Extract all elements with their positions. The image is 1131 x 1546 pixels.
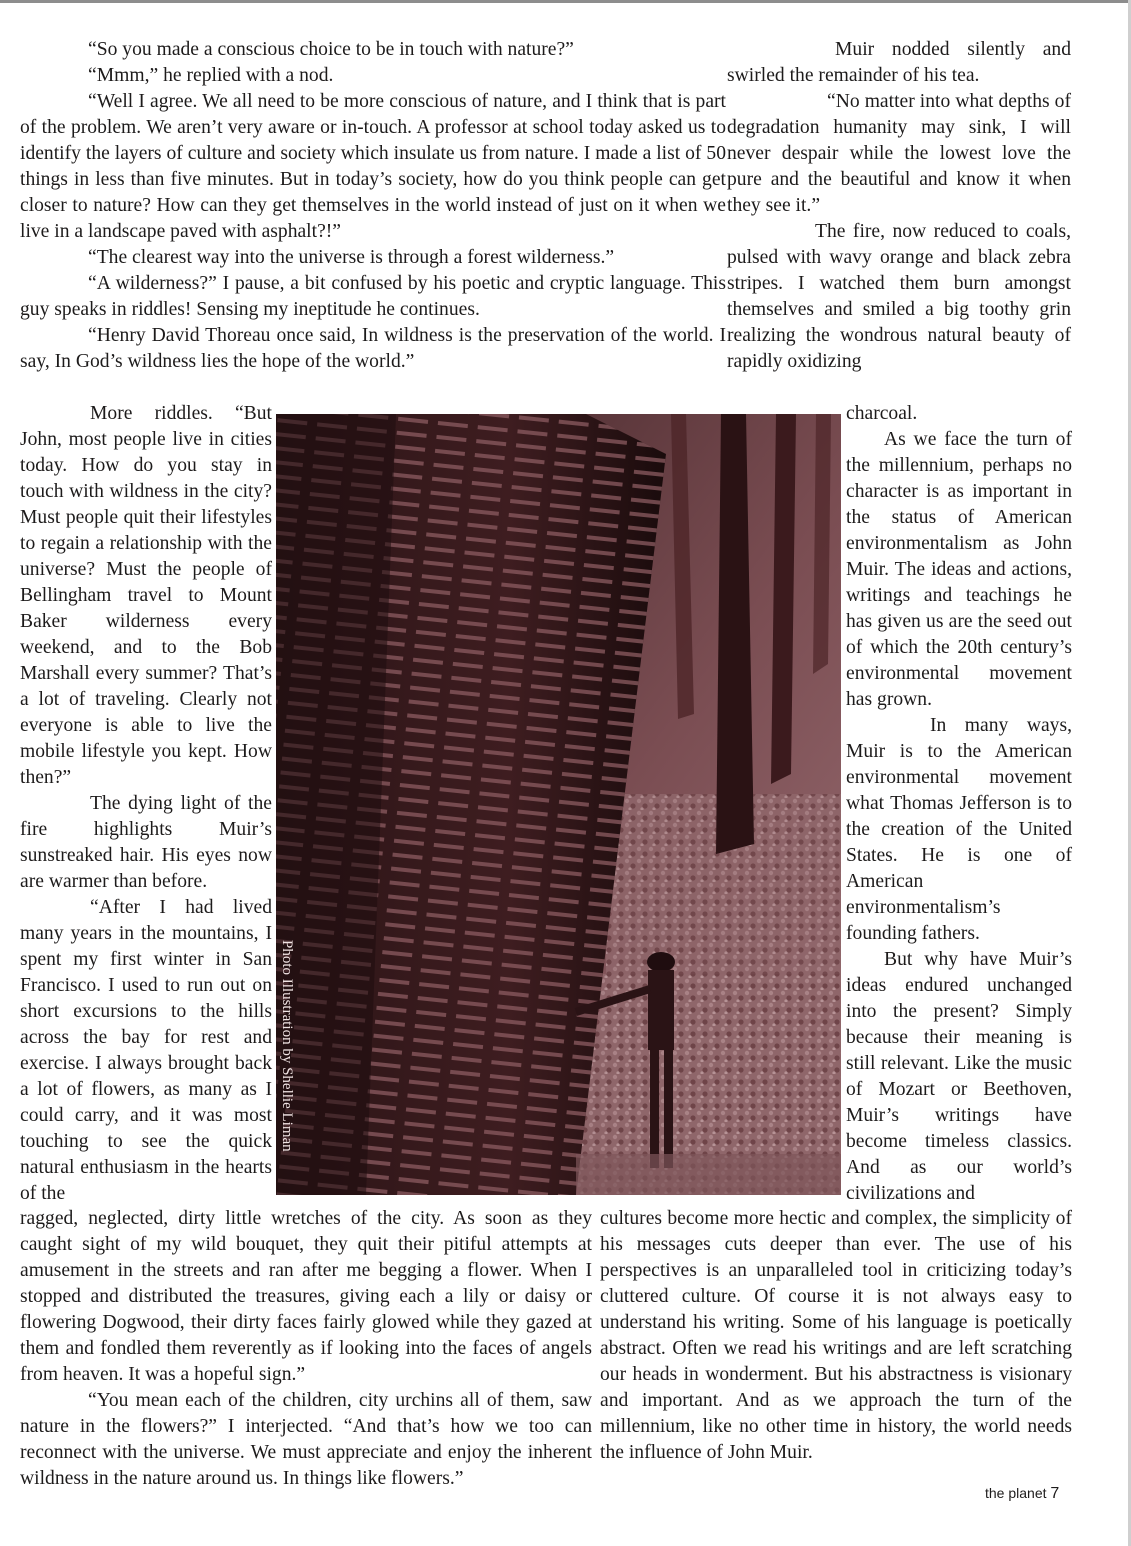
paragraph: charcoal. xyxy=(846,403,918,424)
paragraph: But why have Muir’s ideas endured unchanged into the present? Simply because their meaning is still relevant. Like the music of Mozart or Beethoven, Muir’s writings have become timeless classics. And as our world’s civilizations and xyxy=(846,949,1072,1204)
article-column-top-right xyxy=(727,37,1071,375)
paragraph: “The clearest way into the universe is through a forest wilderness.” xyxy=(88,247,615,268)
paragraph: “Henry David Thoreau once said, In wildness is the preservation of the world. I say, In God’s wildness lies the hope of the world.” xyxy=(20,325,726,372)
paragraph: The fire, now reduced to coals, pulsed with wavy orange and black zebra stripes. I watched them burn amongst themselves and smiled a big toothy grin realizing the wondrous natural beauty of rapidly oxidizing xyxy=(727,221,1071,372)
page-number: 7 xyxy=(1050,1485,1060,1502)
page-footer xyxy=(985,1485,1059,1503)
top-border xyxy=(0,0,1131,3)
article-column-mid-right xyxy=(846,401,1072,1207)
article-column-mid-left xyxy=(20,401,272,1207)
paragraph: “After I had lived many years in the mountains, I spent my first winter in San Francisco. I used to run out on short excursions to the hills across the bay for rest and exercise. I always brought back a lot of flowers, as many as I could carry, and it was most touching to see the quick natural enthusiasm in the hearts of the xyxy=(20,897,272,1204)
paragraph: “Mmm,” he replied with a nod. xyxy=(88,65,334,86)
photo-credit: Photo Illustration by Shellie Liman xyxy=(279,940,295,1152)
photo-illustration xyxy=(276,414,841,1195)
paragraph: “No matter into what depths of degradation humanity may sink, I will never despair while the lowest love the pure and the beautiful and know it when they see it.” xyxy=(727,91,1071,216)
paragraph: Muir nodded silently and swirled the remainder of his tea. xyxy=(727,39,1071,86)
paragraph: ragged, neglected, dirty little wretches of the city. As soon as they caught sight of my wild bouquet, they quit their pitiful attempts at amusement in the streets and ran after me begging a flower. When I stopped and distributed the treasures, giving each a lily or daisy or flowering Dogwood, their dirty faces fairly glowed while they gazed at them and fondled them reverently as if looking into the faces of angels from heaven. It was a hopeful sign.” xyxy=(20,1208,592,1385)
article-column-top-left xyxy=(20,37,726,375)
paragraph: “So you made a conscious choice to be in touch with nature?” xyxy=(88,39,574,60)
photo-illustration-image xyxy=(276,414,841,1195)
paragraph: As we face the turn of the millennium, perhaps no character is as important in the status of American environmentalism as John Muir. The ideas and actions, writings and teachings he has given us are the seed out of which the 20th century’s environmental movement has grown. xyxy=(846,429,1072,710)
publication-name: the planet xyxy=(985,1485,1047,1501)
paragraph: cultures become more hectic and complex, the simplicity of his messages cuts deeper than ever. The use of his perspectives is an unparalleled tool in criticizing today’s cluttered culture. Of course it is not always easy to understand his writing. Some of his language is poetically abstract. Often we read his writings and are left scratching our heads in wonderment. But his abstractness is visionary and important. And as we approach the turn of the millennium, like no other time in history, the world needs the influence of John Muir. xyxy=(600,1208,1072,1463)
paragraph: “You mean each of the children, city urchins all of them, saw nature in the flowers?” I interjected. “And that’s how we too can reconnect with the universe. We must appreciate and enjoy the inherent wildness in the nature around us. In things like flowers.” xyxy=(20,1390,592,1489)
paragraph: In many ways, Muir is to the American environmental movement what Thomas Jefferson is to the creation of the United States. He is one of American environmentalism’s founding fathers. xyxy=(846,715,1072,944)
paragraph: “Well I agree. We all need to be more conscious of nature, and I think that is part of the problem. We aren’t very aware or in-touch. A professor at school today asked us to identify the layers of culture and society which insulate us from nature. I made a list of 50 things in less than five minutes. But in today’s society, how do you think people can get closer to nature? How can they get themselves in the world instead of just on it when we live in a landscape paved with asphalt?!” xyxy=(20,91,726,242)
article-column-bottom-right xyxy=(600,1206,1072,1466)
paragraph: “A wilderness?” I pause, a bit confused by his poetic and cryptic language. This guy speaks in riddles! Sensing my ineptitude he continues. xyxy=(20,273,726,320)
article-column-bottom-left xyxy=(20,1206,592,1492)
paragraph: The dying light of the fire highlights Muir’s sunstreaked hair. His eyes now are warmer than before. xyxy=(20,793,272,892)
paragraph: More riddles. “But John, most people live in cities today. How do you stay in touch with wildness in the city? Must people quit their lifestyles to regain a relationship with the universe? Must the people of Bellingham travel to Mount Baker wilderness every weekend, and to the Bob Marshall every summer? That’s a lot of traveling. Clearly not everyone is able to live the mobile lifestyle you kept. How then?” xyxy=(20,403,272,788)
